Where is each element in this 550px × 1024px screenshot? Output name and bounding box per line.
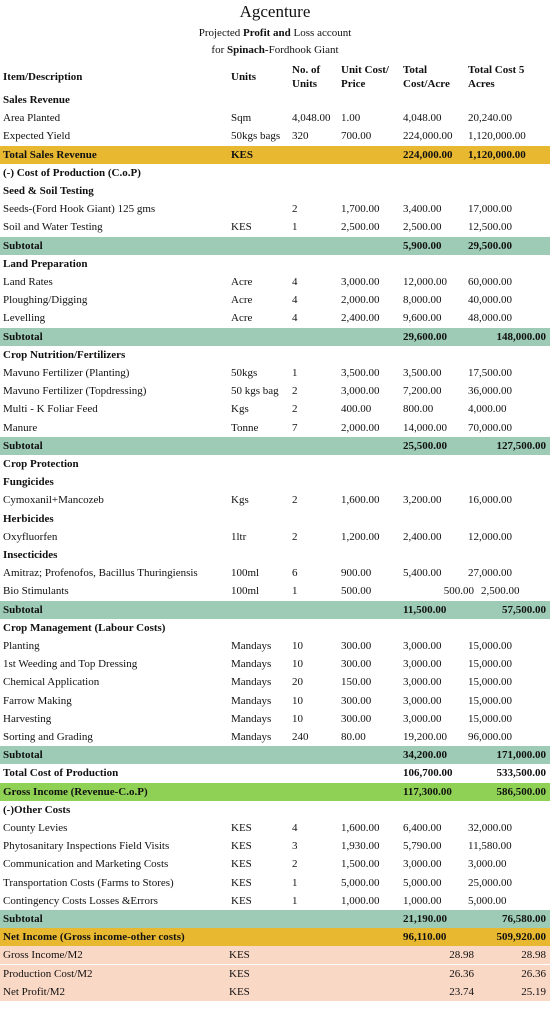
row-total-5-acres: 96,000.00 xyxy=(468,731,512,743)
row-item: Sorting and Grading xyxy=(3,731,93,743)
row-units: Mandays xyxy=(231,640,272,652)
row-total-5-acres: 148,000.00 xyxy=(496,330,546,343)
row-total-acre: 25,500.00 xyxy=(403,439,447,452)
row-units: Tonne xyxy=(231,421,259,434)
table-row xyxy=(0,127,550,145)
table-row xyxy=(0,619,550,637)
row-unit-price: 300.00 xyxy=(341,712,372,725)
row-total-5-acres: 1,120,000.00 xyxy=(468,130,526,143)
row-item: Mavuno Fertilizer (Topdressing) xyxy=(3,385,147,398)
row-unit-price: 1,930.00 xyxy=(341,840,380,853)
col-header-unit-cost: Unit Cost/ Price xyxy=(341,64,389,90)
row-units: Acre xyxy=(231,294,253,307)
row-units: KES xyxy=(229,985,250,998)
row-total-5-acres: 15,000.00 xyxy=(468,658,512,671)
row-unit-price: 3,000.00 xyxy=(341,276,380,288)
row-total-acre: 6,400.00 xyxy=(403,822,442,834)
row-item: (-) Cost of Production (C.o.P) xyxy=(3,166,141,179)
row-item: Ploughing/Digging xyxy=(3,294,88,307)
row-units: 100ml xyxy=(231,567,260,580)
table-row xyxy=(0,983,550,1001)
row-item: Crop Management (Labour Costs) xyxy=(3,621,166,634)
row-no-units: 2 xyxy=(292,385,298,398)
row-total-acre: 23.74 xyxy=(449,985,474,998)
row-item: Expected Yield xyxy=(3,130,71,143)
row-unit-price: 150.00 xyxy=(341,676,372,689)
row-units: KES xyxy=(229,967,250,980)
col-header-item: Item/Description xyxy=(3,71,83,83)
row-item: Total Cost of Production xyxy=(3,767,119,780)
row-total-5-acres: 17,500.00 xyxy=(468,367,512,379)
table-row xyxy=(0,491,550,509)
row-item: Communication and Marketing Costs xyxy=(3,858,169,871)
row-total-5-acres: 11,580.00 xyxy=(468,840,512,853)
table-row xyxy=(0,182,550,200)
row-item: Gross Income/M2 xyxy=(3,949,83,962)
row-total-acre: 26.36 xyxy=(449,967,474,980)
row-no-units: 2 xyxy=(292,203,298,216)
row-units: KES xyxy=(231,876,252,889)
row-item: Harvesting xyxy=(3,712,52,725)
row-units: Kgs xyxy=(231,494,249,507)
row-no-units: 240 xyxy=(292,731,309,743)
row-units: 50kgs bags xyxy=(231,130,281,143)
row-item: Amitraz; Profenofos, Bacillus Thuringiensis xyxy=(3,567,198,580)
row-total-5-acres: 25,000.00 xyxy=(468,876,512,889)
row-no-units: 2 xyxy=(292,403,298,416)
table-row xyxy=(0,965,550,983)
col-header-total-acre: Total Cost/Acre xyxy=(403,64,450,90)
row-item: Net Income (Gross income-other costs) xyxy=(3,931,185,944)
row-units: 50 kgs bag xyxy=(231,385,279,398)
row-total-5-acres: 25.19 xyxy=(521,985,546,998)
row-total-acre: 2,500.00 xyxy=(403,221,442,234)
row-total-acre: 224,000.00 xyxy=(403,130,453,143)
row-total-acre: 3,200.00 xyxy=(403,494,442,507)
row-unit-price: 2,000.00 xyxy=(341,294,380,307)
table-row xyxy=(0,437,550,455)
row-no-units: 10 xyxy=(292,658,303,671)
row-units: Mandays xyxy=(231,694,272,707)
row-unit-price: 300.00 xyxy=(341,640,372,652)
row-total-5-acres: 127,500.00 xyxy=(496,439,546,452)
table-row xyxy=(0,255,550,273)
row-unit-price: 300.00 xyxy=(341,658,372,671)
row-item: Transportation Costs (Farms to Stores) xyxy=(3,876,174,889)
row-total-acre: 12,000.00 xyxy=(403,276,447,288)
crop-subtitle xyxy=(0,44,550,56)
row-total-acre: 3,000.00 xyxy=(403,676,442,689)
row-units: KES xyxy=(229,949,250,962)
row-unit-price: 1,000.00 xyxy=(341,894,380,907)
row-item: Levelling xyxy=(3,312,46,325)
row-unit-price: 2,400.00 xyxy=(341,312,380,325)
row-units: Mandays xyxy=(231,712,272,725)
table-row xyxy=(0,510,550,528)
row-total-acre: 2,400.00 xyxy=(403,530,442,543)
row-unit-price: 3,500.00 xyxy=(341,367,380,379)
row-total-5-acres: 533,500.00 xyxy=(496,767,546,780)
row-total-5-acres: 16,000.00 xyxy=(468,494,512,507)
row-total-5-acres: 12,500.00 xyxy=(468,221,512,234)
row-item: Herbicides xyxy=(3,512,54,525)
row-item: Crop Protection xyxy=(3,458,79,470)
row-total-acre: 500.00 xyxy=(443,585,474,598)
row-total-5-acres: 70,000.00 xyxy=(468,421,512,434)
row-total-acre: 14,000.00 xyxy=(403,421,447,434)
row-total-5-acres: 60,000.00 xyxy=(468,276,512,288)
row-units: Sqm xyxy=(231,112,252,125)
row-units: KES xyxy=(231,840,252,853)
row-no-units: 4 xyxy=(292,294,298,307)
table-row xyxy=(0,400,550,418)
row-total-acre: 3,000.00 xyxy=(403,858,442,871)
row-total-5-acres: 36,000.00 xyxy=(468,385,512,398)
row-units: KES xyxy=(231,858,252,871)
row-units: 100ml xyxy=(231,585,260,598)
row-item: Sales Revenue xyxy=(3,94,70,106)
table-row xyxy=(0,637,550,655)
row-no-units: 20 xyxy=(292,676,303,689)
row-total-5-acres: 28.98 xyxy=(521,949,546,962)
row-total-5-acres: 3,000.00 xyxy=(468,858,507,871)
row-total-acre: 106,700.00 xyxy=(403,767,453,780)
col-header-total-5-acres: Total Cost 5 Acres xyxy=(468,64,525,90)
table-row xyxy=(0,273,550,291)
row-total-acre: 4,048.00 xyxy=(403,112,442,125)
row-no-units: 6 xyxy=(292,567,298,580)
row-units: Acre xyxy=(231,276,253,288)
row-no-units: 4 xyxy=(292,822,298,834)
table-row xyxy=(0,237,550,255)
row-item: Subtotal xyxy=(3,749,43,762)
table-row xyxy=(0,91,550,109)
row-units: Kgs xyxy=(231,403,249,416)
table-row xyxy=(0,564,550,582)
table-row xyxy=(0,728,550,746)
table-row xyxy=(0,146,550,164)
table-row xyxy=(0,710,550,728)
row-unit-price: 1,600.00 xyxy=(341,822,380,834)
table-row xyxy=(0,164,550,182)
row-no-units: 1 xyxy=(292,585,298,598)
row-total-acre: 224,000.00 xyxy=(403,148,453,161)
row-total-5-acres: 586,500.00 xyxy=(496,785,546,798)
table-row xyxy=(0,346,550,364)
row-item: Farrow Making xyxy=(3,694,72,707)
table-row xyxy=(0,382,550,400)
row-total-5-acres: 4,000.00 xyxy=(468,403,507,416)
row-item: (-)Other Costs xyxy=(3,803,71,816)
table-row xyxy=(0,746,550,764)
row-no-units: 1 xyxy=(292,367,298,379)
row-item: Mavuno Fertilizer (Planting) xyxy=(3,367,130,379)
row-no-units: 10 xyxy=(292,712,303,725)
row-item: Area Planted xyxy=(3,112,61,125)
row-total-acre: 5,400.00 xyxy=(403,567,442,580)
row-total-acre: 34,200.00 xyxy=(403,749,447,762)
row-units: Acre xyxy=(231,312,253,325)
row-total-5-acres: 29,500.00 xyxy=(468,239,512,252)
row-units: 50kgs xyxy=(231,367,258,379)
row-total-acre: 117,300.00 xyxy=(403,785,452,798)
row-units: KES xyxy=(231,148,254,161)
row-total-acre: 8,000.00 xyxy=(403,294,442,307)
table-row xyxy=(0,783,550,801)
row-total-acre: 3,000.00 xyxy=(403,640,442,652)
row-item: Seed & Soil Testing xyxy=(3,185,94,197)
row-unit-price: 3,000.00 xyxy=(341,385,380,398)
row-no-units: 320 xyxy=(292,130,309,143)
row-unit-price: 1.00 xyxy=(341,112,361,125)
table-row xyxy=(0,673,550,691)
row-unit-price: 900.00 xyxy=(341,567,372,580)
row-item: Insecticides xyxy=(3,549,58,561)
row-total-acre: 9,600.00 xyxy=(403,312,442,325)
row-item: Soil and Water Testing xyxy=(3,221,103,234)
table-row xyxy=(0,655,550,673)
table-row xyxy=(0,473,550,491)
row-item: Oxyfluorfen xyxy=(3,530,58,543)
table-row xyxy=(0,546,550,564)
row-item: Land Preparation xyxy=(3,257,88,270)
row-total-5-acres: 26.36 xyxy=(521,967,546,980)
row-total-5-acres: 17,000.00 xyxy=(468,203,512,216)
table-row xyxy=(0,819,550,837)
table-row xyxy=(0,910,550,928)
row-total-acre: 3,000.00 xyxy=(403,658,442,671)
table-row xyxy=(0,928,550,946)
row-total-5-acres: 27,000.00 xyxy=(468,567,512,580)
row-item: Total Sales Revenue xyxy=(3,148,97,161)
row-total-5-acres: 57,500.00 xyxy=(502,603,546,616)
row-item: Bio Stimulants xyxy=(3,585,69,598)
row-unit-price: 5,000.00 xyxy=(341,876,380,889)
table-row xyxy=(0,801,550,819)
row-item: Phytosanitary Inspections Field Visits xyxy=(3,840,170,853)
row-no-units: 2 xyxy=(292,858,298,871)
company-title: Agcenture xyxy=(239,2,311,21)
row-unit-price: 2,500.00 xyxy=(341,221,380,234)
row-units: Mandays xyxy=(231,658,272,671)
row-units: KES xyxy=(231,894,252,907)
row-item: County Levies xyxy=(3,822,68,834)
row-total-acre: 5,000.00 xyxy=(403,876,442,889)
row-item: Subtotal xyxy=(3,330,43,343)
row-no-units: 1 xyxy=(292,894,298,907)
row-item: Subtotal xyxy=(3,913,43,925)
table-row xyxy=(0,109,550,127)
table-row xyxy=(0,874,550,892)
row-total-acre: 3,000.00 xyxy=(403,712,442,725)
row-units: KES xyxy=(231,822,252,834)
row-total-acre: 19,200.00 xyxy=(403,731,447,743)
row-total-5-acres: 15,000.00 xyxy=(468,676,512,689)
row-total-acre: 7,200.00 xyxy=(403,385,442,398)
row-total-acre: 3,500.00 xyxy=(403,367,442,379)
row-no-units: 4,048.00 xyxy=(292,112,331,125)
col-header-units: Units xyxy=(231,71,257,83)
row-item: Gross Income (Revenue-C.o.P) xyxy=(3,785,148,798)
table-row xyxy=(0,200,550,218)
row-total-5-acres: 12,000.00 xyxy=(468,530,512,543)
row-item: Multi - K Foliar Feed xyxy=(3,403,98,416)
row-total-acre: 3,000.00 xyxy=(403,694,442,707)
subtitle-post: Loss account xyxy=(290,27,352,39)
row-units: KES xyxy=(231,221,252,234)
table-row xyxy=(0,692,550,710)
row-item: Chemical Application xyxy=(3,676,100,689)
table-row xyxy=(0,528,550,546)
row-total-5-acres: 15,000.00 xyxy=(468,694,512,707)
row-no-units: 2 xyxy=(292,530,298,543)
row-total-5-acres: 2,500.00 xyxy=(481,585,520,598)
row-no-units: 4 xyxy=(292,276,298,288)
row-item: Planting xyxy=(3,640,40,652)
table-row xyxy=(0,419,550,437)
row-unit-price: 400.00 xyxy=(341,403,372,416)
row-total-acre: 5,900.00 xyxy=(403,239,442,252)
table-row xyxy=(0,837,550,855)
row-item: Production Cost/M2 xyxy=(3,967,93,980)
row-unit-price: 80.00 xyxy=(341,731,366,743)
row-item: Manure xyxy=(3,421,38,434)
row-unit-price: 1,600.00 xyxy=(341,494,380,507)
table-row xyxy=(0,855,550,873)
row-item: Fungicides xyxy=(3,476,54,489)
row-total-5-acres: 15,000.00 xyxy=(468,712,512,725)
row-units: Mandays xyxy=(231,676,272,689)
table-row xyxy=(0,309,550,327)
row-total-5-acres: 20,240.00 xyxy=(468,112,512,125)
table-row xyxy=(0,892,550,910)
row-item: Net Profit/M2 xyxy=(3,985,66,998)
row-item: Seeds-(Ford Hook Giant) 125 gms xyxy=(3,203,156,216)
row-total-acre: 11,500.00 xyxy=(403,603,447,616)
row-no-units: 10 xyxy=(292,640,303,652)
row-item: Subtotal xyxy=(3,239,43,252)
crop-bold: Spinach- xyxy=(227,44,269,56)
row-no-units: 2 xyxy=(292,494,298,507)
row-total-5-acres: 1,120,000.00 xyxy=(468,148,526,161)
row-item: Contingency Costs Losses &Errors xyxy=(3,894,158,907)
row-total-5-acres: 509,920.00 xyxy=(496,931,546,944)
table-row xyxy=(0,946,550,964)
row-no-units: 1 xyxy=(292,876,298,889)
row-no-units: 10 xyxy=(292,694,303,707)
row-item: Cymoxanil+Mancozeb xyxy=(3,494,104,507)
row-total-5-acres: 15,000.00 xyxy=(468,640,512,652)
row-unit-price: 1,700.00 xyxy=(341,203,380,216)
row-total-acre: 96,110.00 xyxy=(403,931,447,944)
row-total-acre: 3,400.00 xyxy=(403,203,442,216)
row-item: 1st Weeding and Top Dressing xyxy=(3,658,138,671)
row-total-acre: 5,790.00 xyxy=(403,840,442,853)
row-units: 1ltr xyxy=(231,530,247,543)
table-row xyxy=(0,364,550,382)
row-unit-price: 1,500.00 xyxy=(341,858,380,871)
row-total-acre: 28.98 xyxy=(449,949,474,962)
row-total-5-acres: 32,000.00 xyxy=(468,822,512,834)
row-total-5-acres: 76,580.00 xyxy=(502,913,546,925)
row-no-units: 4 xyxy=(292,312,298,325)
row-total-5-acres: 48,000.00 xyxy=(468,312,512,325)
row-item: Subtotal xyxy=(3,439,43,452)
crop-post: Fordhook Giant xyxy=(268,44,339,56)
row-no-units: 3 xyxy=(292,840,298,853)
table-row xyxy=(0,601,550,619)
table-row xyxy=(0,328,550,346)
row-item: Subtotal xyxy=(3,603,43,616)
row-item: Land Rates xyxy=(3,276,53,288)
row-total-acre: 21,190.00 xyxy=(403,913,447,925)
table-row xyxy=(0,291,550,309)
row-total-5-acres: 40,000.00 xyxy=(468,294,512,307)
col-header-no-units: No. of Units xyxy=(292,64,321,90)
row-total-5-acres: 171,000.00 xyxy=(496,749,546,762)
table-row xyxy=(0,764,550,782)
subtitle-pre: Projected xyxy=(198,27,244,39)
row-no-units: 1 xyxy=(292,221,298,234)
row-unit-price: 1,200.00 xyxy=(341,530,380,543)
row-total-5-acres: 5,000.00 xyxy=(468,894,507,907)
row-unit-price: 700.00 xyxy=(341,130,372,143)
row-unit-price: 500.00 xyxy=(341,585,372,598)
row-unit-price: 300.00 xyxy=(341,694,372,707)
table-row xyxy=(0,218,550,236)
row-unit-price: 2,000.00 xyxy=(341,421,380,434)
row-total-acre: 29,600.00 xyxy=(403,330,447,343)
row-total-acre: 800.00 xyxy=(403,403,434,416)
crop-pre: for xyxy=(211,44,227,56)
row-units: Mandays xyxy=(231,731,272,743)
row-item: Crop Nutrition/Fertilizers xyxy=(3,348,126,361)
row-no-units: 7 xyxy=(292,421,298,434)
statement-subtitle xyxy=(0,27,550,39)
subtitle-bold: Profit and xyxy=(243,27,291,39)
table-row xyxy=(0,455,550,473)
table-row xyxy=(0,582,550,600)
row-total-acre: 1,000.00 xyxy=(403,894,442,907)
